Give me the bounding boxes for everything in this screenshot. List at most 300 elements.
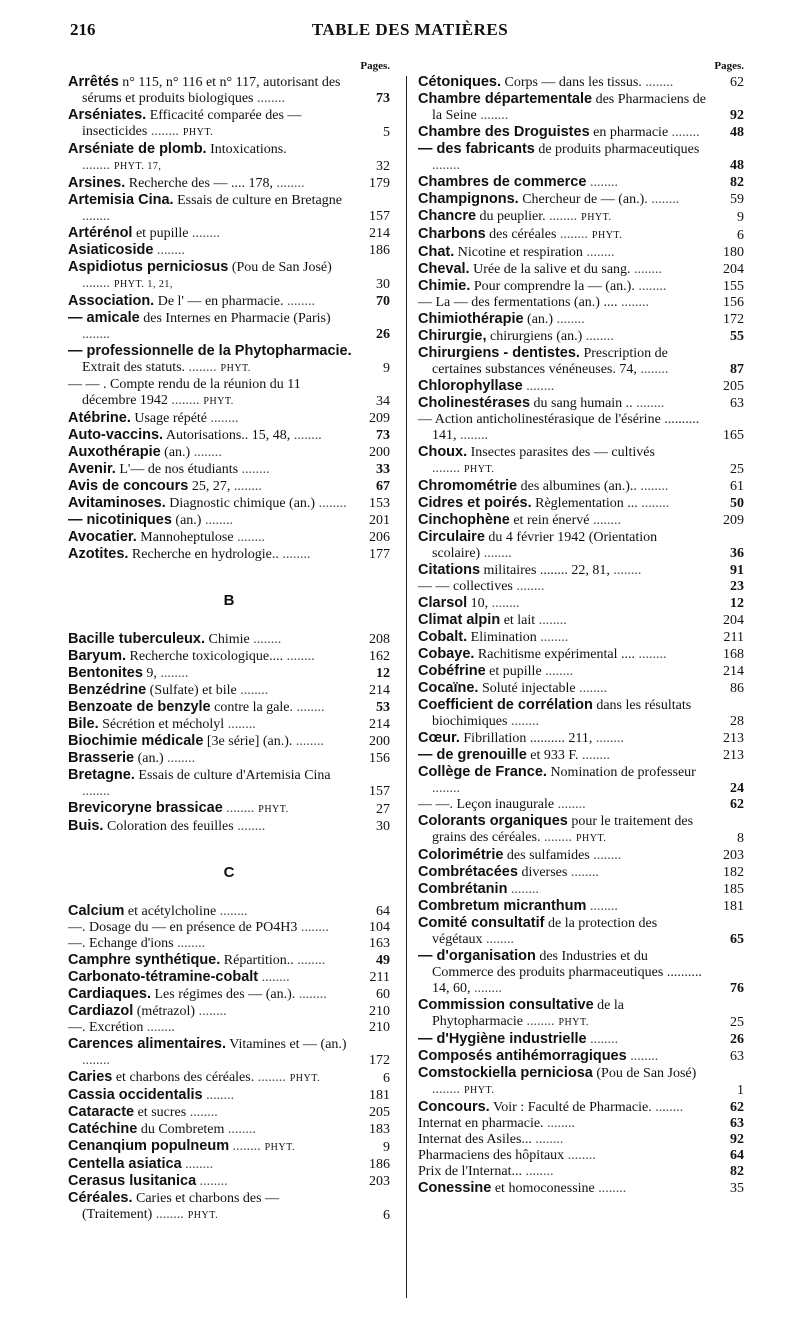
entry-page: 49 [376,953,390,968]
index-entry [68,427,390,444]
leader-dots: ........ [432,461,460,476]
entry-page: 24 [730,781,744,796]
entry-page: 50 [730,496,744,511]
leader-dots: ........ [233,530,266,545]
entry-page: 32 [376,159,390,174]
entry-term: Cholinestérases [418,395,531,411]
entry-term: Chimiothérapie [418,311,524,327]
entry-term: Chromométrie [418,478,518,494]
entry-page: 181 [723,899,744,914]
entry-description: et pupille [489,664,542,679]
page-number: 216 [70,20,96,39]
entry-term: Composés antihémorragiques [418,1048,627,1064]
entry-description: Prescription de certaines substances vénéneuses. 74, [432,346,668,377]
index-entry [418,881,744,898]
entry-description: Efficacité comparée des — insecticides [82,108,302,139]
entry-term: Asiaticoside [68,242,154,258]
leader-dots: ........ [315,496,347,511]
leader-dots: ........ [292,734,324,749]
entry-description: —. Excrétion [68,1020,144,1035]
entry-description: 10, [470,596,489,611]
entry-term: — d'organisation [418,948,536,964]
leader-dots: ........ [272,176,305,191]
entry-page: 60 [376,987,390,1002]
entry-page: 87 [730,362,744,377]
entry-term: Cobaye. [418,646,475,662]
running-title: TABLE DES MATIÈRES [311,20,509,39]
index-entry [418,244,744,261]
left-column [68,58,390,1224]
leader-dots: ........ [589,848,622,863]
entry-term: Comité consultatif [418,915,545,931]
entry-term: Bacille tuberculeux. [68,631,205,647]
index-entry [418,997,744,1031]
entry-term: — de grenouille [418,747,527,763]
leader-dots: ........ [630,262,663,277]
entry-tag: PHYT. 1, 21, [114,279,173,290]
entry-term: Choux. [418,444,468,460]
leader-dots: ........ [564,1148,596,1163]
entry-description: n° 115, n° 116 et n° 117, autorisant des sérums et produits biologiques [82,75,341,106]
leader-dots: ........ [232,1139,261,1154]
entry-term: Cerasus lusitanica [68,1173,197,1189]
entry-description: Caries et charbons des — (Traitement) [82,1191,280,1222]
leader-dots: ........ [195,1004,227,1019]
leader-dots: ........ [476,108,509,123]
leader-dots: ........ [82,276,110,291]
entry-page: 33 [376,462,390,477]
leader-dots: ........ [535,613,567,628]
entry-tag: PHYT. 17, [114,161,162,172]
entry-description: (an.) [175,513,202,528]
entry-term: Benzédrine [68,682,147,698]
entry-page: 155 [723,279,744,294]
entry-description: et 933 F. [530,748,579,763]
index-entry [68,1173,390,1190]
entry-description: chirurgiens (an.) [489,329,583,344]
entry-term: Combretum micranthum [418,898,587,914]
entry-term: Cheval. [418,261,470,277]
index-entry [68,444,390,461]
index-entry [68,377,390,410]
entry-tag: PHYT. [575,833,607,844]
entry-description: Internat en pharmacie. [418,1116,544,1131]
leader-dots: ........ [432,1082,460,1097]
section-letter-c: C [223,864,235,881]
index-entry [418,915,744,948]
entries-c [68,903,390,1224]
index-entry [68,74,390,107]
entry-page: 82 [730,175,744,190]
index-entry [418,579,744,595]
entry-page: 182 [723,865,744,880]
leader-dots: ........ [531,1132,564,1147]
entry-term: Chirurgiens - dentistes. [418,345,580,361]
leader-dots: ........ [224,717,256,732]
pages-label-right: Pages. [714,60,744,72]
leader-dots: ........ [199,1174,228,1189]
entry-description: de la Phytopharmacie [432,998,624,1029]
index-entry [68,733,390,750]
entry-description: [3e série] (an.). [206,734,293,749]
entry-term: Citations [418,562,481,578]
entry-term: Charbons [418,226,486,242]
entry-term: Aspidiotus perniciosus [68,259,229,275]
entry-page: 63 [730,1116,744,1131]
entry-term: Cobéfrine [418,663,486,679]
entry-term: Combrétacées [418,864,518,880]
entry-description: Soluté injectable [481,681,576,696]
entry-term: Avis de concours [68,478,189,494]
entry-description: du 4 février 1942 (Orientation scolaire) [432,530,658,561]
entry-page: 48 [730,125,744,140]
leader-dots: ........ [526,379,555,394]
entry-page: 64 [376,904,390,919]
entry-description: des Industries et du Commerce des produits pharmaceutiques .......... 14, 60, [432,949,702,996]
entry-term: — d'Hygiène industrielle [418,1031,587,1047]
index-entry [418,261,744,278]
leader-dots: ........ [536,630,569,645]
leader-dots: ........ [545,209,578,224]
index-entry [418,444,744,478]
entry-description: Recherche toxicologique.... [129,649,284,664]
index-entry [68,1087,390,1104]
index-entry [418,91,744,124]
entry-term: Circulaire [418,529,485,545]
entry-description: Essais de culture d'Artemisia Cina [138,768,331,783]
entry-description: (an.) [527,312,554,327]
leader-dots: ........ [254,1070,286,1085]
leader-dots: ........ [233,819,266,834]
leader-dots: ........ [249,632,282,647]
entry-page: 205 [723,379,744,394]
entry-term: Cassia occidentalis [68,1087,203,1103]
entry-page: 180 [723,245,744,260]
index-entry [68,546,390,563]
section-letter-b: B [223,592,235,609]
entry-page: 209 [369,411,390,426]
leader-dots: ........ [278,547,311,562]
leader-dots: ........ [293,953,326,968]
index-entry [68,1036,390,1069]
entry-term: Calcium [68,903,125,919]
entry-page: 181 [369,1088,390,1103]
entry-description: (Pou de San José) [596,1066,697,1081]
leader-dots: ........ [190,445,222,460]
leader-dots: ........ [297,920,329,935]
leader-dots: ........ [668,125,700,140]
entry-description: Vitamines et — (an.) [229,1037,347,1052]
entry-page: 28 [730,714,744,729]
leader-dots: ........ [522,1164,554,1179]
entry-tag: PHYT. [258,804,289,815]
entry-description: des Pharmaciens de la Seine [432,92,706,123]
entry-page: 67 [376,479,390,494]
entry-term: Arsines. [68,175,126,191]
entry-tag: PHYT. [289,1073,321,1084]
leader-dots: ........ [295,987,327,1002]
entry-description: des céréales [489,227,557,242]
leader-dots: ........ [156,666,189,681]
entry-page: 157 [369,784,390,799]
leader-dots: ........ [432,781,460,796]
entry-page: 201 [369,513,390,528]
entry-term: — professionnelle de la Phytopharmacie. [68,343,352,359]
entry-term: Chancre [418,208,477,224]
leader-dots: ........ [553,312,585,327]
entry-page: 209 [723,513,744,528]
entry-page: 73 [376,91,390,106]
entry-page: 208 [369,632,390,647]
entry-term: Conessine [418,1180,492,1196]
entry-term: Clarsol [418,595,468,611]
entry-tag: PHYT. [264,1142,295,1153]
leader-dots: ........ [592,731,624,746]
index-entry [418,124,744,141]
entry-description: Internat des Asiles... [418,1132,532,1147]
leader-dots: ........ [283,649,315,664]
entry-term: Carences alimentaires. [68,1036,226,1052]
index-entry [418,813,744,847]
entry-term: Carbonato-tétramine-cobalt [68,969,259,985]
leader-dots: ........ [632,396,665,411]
entry-description: et charbons des céréales. [115,1070,255,1085]
entry-term: Cardiazol [68,1003,134,1019]
index-entry [418,512,744,529]
entry-tag: PHYT. [182,127,214,138]
entry-description: Usage répété [134,411,208,426]
entry-term: Chambre des Droguistes [418,124,590,140]
entry-page: 30 [376,277,390,292]
entry-description: Chimie [208,632,250,647]
leader-dots: ........ [188,226,220,241]
leader-dots: ........ [290,428,322,443]
leader-dots: ........ [636,362,669,377]
index-entry [68,512,390,529]
entry-page: 9 [383,1140,390,1155]
index-entry [68,259,390,293]
entry-page: 53 [376,700,390,715]
entry-page: 59 [730,192,744,207]
leader-dots: ........ [82,1053,110,1068]
page-header [70,20,750,50]
index-entry [68,495,390,512]
entry-page: 211 [723,630,744,645]
entry-term: Association. [68,293,155,309]
leader-dots: ........ [238,462,270,477]
leader-dots: ........ [82,784,110,799]
index-entry [68,242,390,259]
right-column [418,58,744,1197]
index-entry [418,495,744,512]
index-entry [68,107,390,141]
entry-tag: PHYT. [558,1017,589,1028]
index-entry [418,412,744,444]
entry-description: —. Dosage du — en présence de PO4H3 [68,920,298,935]
entry-description: Diagnostic chimique (an.) [169,496,316,511]
entry-term: Catéchine [68,1121,138,1137]
entry-term: Concours. [418,1099,490,1115]
leader-dots: ........ [512,579,545,594]
leader-dots: ........ [634,647,667,662]
index-entry [418,680,744,697]
index-entry [68,648,390,665]
entry-page: 211 [369,970,390,985]
entry-description: Chercheur de — (an.). [522,192,648,207]
entry-page: 156 [723,295,744,310]
index-entry [68,699,390,716]
index-entry [68,175,390,192]
index-entry [68,767,390,800]
index-entry [68,631,390,648]
index-entry [418,747,744,764]
entry-page: 200 [369,734,390,749]
leader-dots: ........ [575,681,608,696]
entry-description: Insectes parasites des — cultivés [470,445,655,460]
entry-page: 214 [723,664,744,679]
entry-page: 214 [369,717,390,732]
entry-page: 156 [369,751,390,766]
leader-dots: ........ [201,513,233,528]
leader-dots: ........ [82,327,110,342]
entry-page: 9 [737,210,744,225]
entry-page: 186 [369,243,390,258]
entry-page: 92 [730,1132,744,1147]
index-entry [418,478,744,495]
entry-description: Corps — dans les tissus. [504,75,642,90]
entry-page: 61 [730,479,744,494]
index-entry [418,1164,744,1180]
entry-description: — —. Leçon inaugurale [418,797,555,812]
index-entry [418,378,744,395]
entry-page: 203 [723,848,744,863]
entry-description: L'— de nos étudiants [119,462,239,477]
entry-page: 73 [376,428,390,443]
entry-term: Brevicoryne brassicae [68,800,223,816]
index-entry [418,1099,744,1116]
index-entry [418,529,744,562]
index-entry [418,1065,744,1099]
entry-page: 6 [737,228,744,243]
entry-term: Bentonites [68,665,143,681]
entry-term: Arséniate de plomb. [68,141,207,157]
entry-tag: PHYT. [220,363,251,374]
leader-dots: ........ [510,882,539,897]
entry-term: Colorants organiques [418,813,568,829]
index-entry [68,293,390,310]
entry-term: Auxothérapie [68,444,161,460]
index-entry [418,1116,744,1132]
entry-term: Champignons. [418,191,519,207]
leader-dots: ........ [173,936,206,951]
entry-page: 186 [369,1157,390,1172]
leader-dots: ........ [82,209,110,224]
entry-page: 55 [730,329,744,344]
entry-term: Buis. [68,818,104,834]
entry-page: 104 [369,920,390,935]
index-entry [68,192,390,225]
index-entry [68,310,390,343]
index-entry [68,410,390,427]
index-entry [418,898,744,915]
entry-term: Cocaïne. [418,680,479,696]
leader-dots: ........ [143,1020,175,1035]
entry-term: Colorimétrie [418,847,504,863]
leader-dots: ........ [641,75,674,90]
index-entry [418,278,744,295]
index-entry [418,226,744,244]
entry-description: Recherche des — .... 178, [128,176,273,191]
leader-dots: ........ [456,428,488,443]
entry-description: Recherche en hydrologie.. [131,547,279,562]
entry-description: dans les résultats biochimiques [432,698,692,729]
entry-term: Cœur. [418,730,460,746]
entry-term: Bretagne. [68,767,135,783]
entry-description: en pharmacie [593,125,669,140]
entry-page: 6 [383,1071,390,1086]
entries-right [418,74,744,1197]
entry-term: Collège de France. [418,764,547,780]
leader-dots: ........ [634,279,667,294]
index-entry [68,343,390,377]
entry-page: 35 [730,1181,744,1196]
entry-description: Mannoheptulose [140,530,234,545]
entry-page: 65 [730,932,744,947]
entry-term: Commission consultative [418,997,594,1013]
leader-dots: ........ [253,91,285,106]
index-entry [418,663,744,680]
entry-description: Urée de la salive et du sang. [473,262,631,277]
leader-dots: ........ [651,1100,684,1115]
leader-dots: ........ [185,1157,214,1172]
entry-page: 185 [723,882,744,897]
entry-description: de produits pharmaceutiques [538,142,700,157]
entry-term: Azotites. [68,546,129,562]
entry-page: 177 [369,547,390,562]
leader-dots: ........ [293,700,325,715]
entry-page: 23 [730,579,744,594]
leader-dots: ........ [582,245,615,260]
leader-dots: ........ [488,596,520,611]
index-entry [418,646,744,663]
index-entry [418,1048,744,1065]
index-entry [68,818,390,835]
index-entry [68,529,390,546]
entry-page: 92 [730,108,744,123]
entry-tag: PHYT. [187,1210,219,1221]
entry-page: 12 [730,596,744,611]
leader-dots: ........ [236,683,269,698]
entry-term: Biochimie médicale [68,733,204,749]
entry-term: Climat alpin [418,612,501,628]
index-entry [68,461,390,478]
entry-term: Chimie. [418,278,471,294]
leader-dots: ........ [185,360,217,375]
entry-page: 8 [737,831,744,846]
index-entry [68,1003,390,1020]
entry-term: Cobalt. [418,629,468,645]
leader-dots: ........ [206,1088,235,1103]
entry-description: Elimination [470,630,537,645]
entry-term: Artemisia Cina. [68,192,174,208]
entry-page: 200 [369,445,390,460]
index-entry [418,595,744,612]
index-entry [418,311,744,328]
leader-dots: ........ [207,411,239,426]
entry-description: — — collectives [418,579,513,594]
entry-description: de la protection des végétaux [432,916,658,947]
entry-term: Benzoate de benzyle [68,699,211,715]
